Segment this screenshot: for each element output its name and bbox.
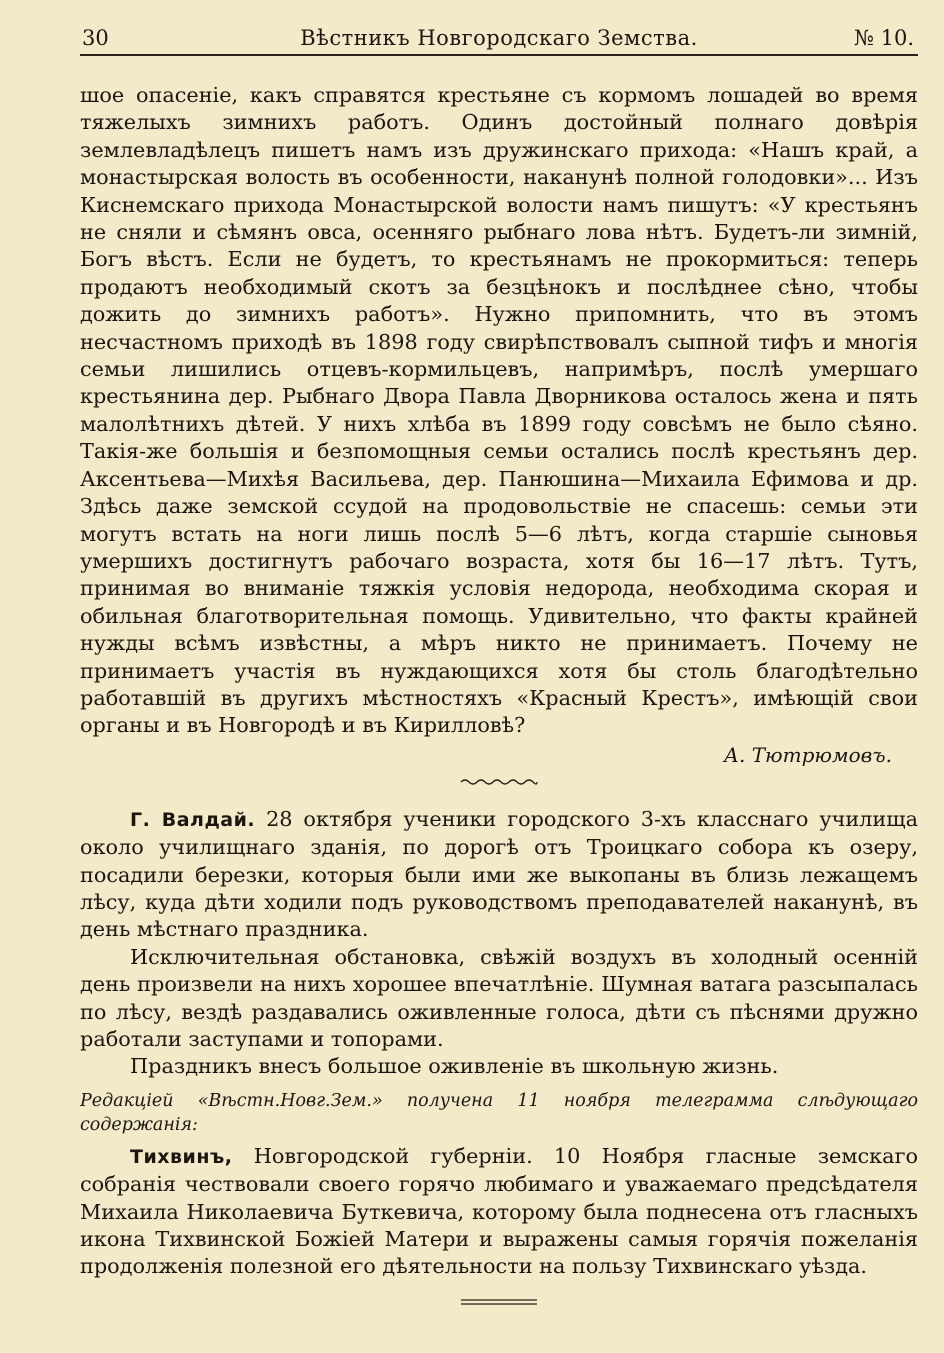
place-name: Г. Валдай. [130,808,256,831]
issue-number: № 10. [854,26,914,50]
telegram-intro: Редакціей «Вѣстн.Новг.Зем.» получена 11 ноября телеграмма слѣдующаго содержанія: [80,1090,918,1135]
paragraph-text: 28 октября ученики городского 3-хъ класснаго училища около училищнаго зданія, по дорогѣ отъ Троицкаго собора къ озеру, посадили березки, которыя были ими же выкопаны въ близь лежащемъ лѣсу, куда дѣти ходили подъ руководствомъ преподавателей наканунѣ, въ день мѣстнаго праздника. [80,806,918,942]
article-signature: А. Тютрюмовъ. [723,742,892,767]
page-number: 30 [82,26,109,50]
end-rule-ornament [459,1297,539,1307]
valdai-paragraph-3: Праздникъ внесъ большое оживленіе въ школьную жизнь. [130,1054,779,1079]
valdai-paragraph-1 [80,806,918,944]
page-body [80,82,918,1307]
place-name: Тихвинъ, [130,1145,233,1168]
article-paragraph: шое опасеніе, какъ справятся крестьяне съ кормомъ лошадей во время тяжелыхъ зимнихъ работъ. Одинъ достойный полнаго довѣрія землевладѣлецъ пишетъ намъ изъ дружинскаго прихода: «Нашъ край, а монастырская волость въ особенности, наканунѣ полной голодовки»... Изъ Киснемскаго прихода Монастырской волости намъ пишутъ: «У крестьянъ не сняли и сѣмянъ овса, осенняго рыбнаго лова нѣтъ. Будетъ-ли зимній, Богъ вѣстъ. Если не будетъ, то крестьянамъ не прокормиться: теперь продаютъ необходимый скотъ за безцѣнокъ и послѣднее сѣно, чтобы дожить до зимнихъ работъ». Нужно припомнить, что въ этомъ несчастномъ приходѣ въ 1898 году свирѣпствовалъ сыпной тифъ и многія семьи лишились отцевъ-кормильцевъ, напримѣръ, послѣ умершаго крестьянина дер. Рыбнаго Двора Павла Дворникова осталось жена и пять малолѣтнихъ дѣтей. У нихъ хлѣба въ 1899 году совсѣмъ не было сѣяно. Такія-же большія и безпомощныя семьи остались послѣ крестьянъ дер. Аксентьева—Михѣя Васильева, дер. Панюшина—Михаила Ефимова и др. Здѣсь даже земской ссудой на продовольствіе не спасешь: семьи эти могутъ встать на ноги лишь послѣ 5—6 лѣтъ, когда старшіе сыновья умершихъ достигнутъ рабочаго возраста, хотя бы 16—17 лѣтъ. Тутъ, принимая во вниманіе тяжкія условія недорода, необходима скорая и обильная благотворительная помощь. Удивительно, что факты крайней нужды всѣмъ извѣстны, а мѣръ никто не принимаетъ. Почему не принимаетъ участія въ нуждающихся хотя бы столь благодѣтельно работавшій въ другихъ мѣстностяхъ «Красный Крестъ», имѣющій свои органы и въ Новгородѣ и въ Кирилловѣ? [80,83,918,738]
valdai-paragraph-2: Исключительная обстановка, свѣжій воздухъ въ холодный осенній день произвели на нихъ хорошее впечатлѣніе. Шумная ватага разсыпалась по лѣсу, вездѣ раздавались оживленные голоса, дѣти съ пѣснями дружно работали заступами и топорами. [80,944,918,1051]
section-divider-ornament [459,776,539,788]
telegram-paragraph [80,1143,918,1281]
journal-title: Вѣстникъ Новгородскаго Земства. [300,26,698,50]
page-header [80,24,918,56]
telegram-text: Новгородской губерніи. 10 Ноября гласные земскаго собранія чествовали своего горячо любимаго и уважаемаго предсѣдателя Михаила Николаевича Буткевича, которому была поднесена отъ гласныхъ икона Тихвинской Божіей Матери и выражены самыя горячія пожеланія продолженія полезной его дѣятельности на пользу Тихвинскаго уѣзда. [80,1143,918,1279]
